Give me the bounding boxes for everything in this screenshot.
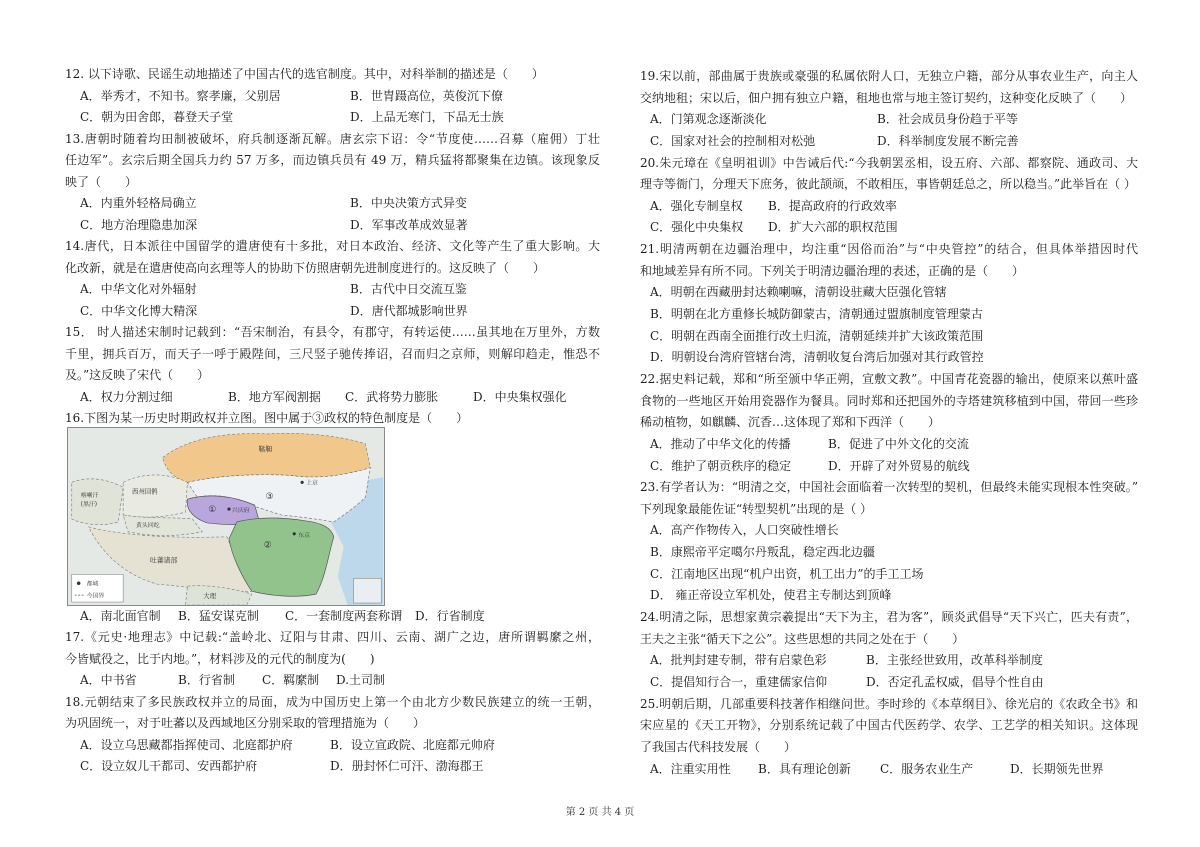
option-row [640,564,1138,586]
legend-border: 今国界 [86,592,105,600]
label-xingqingfu: 兴庆府 [231,506,250,514]
option-a: A．中书省 [80,673,137,687]
option-a: A．内重外轻格局确立 [80,196,197,210]
option-row [640,326,1138,348]
option-d: D．上品无寒门，下品无士族 [350,110,504,124]
option-b: B．猛安谋克制 [178,608,259,623]
kalahan-region [72,478,123,524]
option-a: A．举秀才，不知书。察孝廉，父别居 [80,88,281,103]
question-12 [65,64,600,129]
option-row [640,759,1138,781]
option-d: D．扩大六部的职权范围 [768,220,898,235]
question-stem: 和地域差异有所不同。下列关于明清边疆治理的表述，正确的是（ ） [640,263,1025,278]
question-stem: 任边军”。玄宗后期全国兵力约 57 万多，而边镇兵员有 49 万，精兵猛将都聚集在边镇。该现象反 [65,153,600,167]
question-stem: 了我国古代科技发展（ ） [640,739,797,754]
option-d: D．科举制度发展不断完善 [877,133,1019,148]
marker-1: ① [208,504,217,515]
option-d: D．长期领先世界 [1010,761,1104,776]
option-b: B．明朝在北方重修长城防御蒙古，清朝通过盟旗制度管理蒙古 [650,307,983,322]
option-c: C．提倡知行合一，重建儒家信仰 [650,674,828,689]
option-row [65,606,600,628]
question-19 [640,66,1138,153]
option-c: C．维护了朝贡秩序的稳定 [650,458,792,473]
option-b: B．世胄蹑高位，英俊沉下僚 [350,88,503,103]
option-b: B．提高政府的行政效率 [768,198,897,213]
option-c: C．设立奴儿干都司、安西都护府 [80,759,258,773]
option-b: B．促进了中外文化的交流 [828,436,969,451]
option-b: B．设立宣政院、北庭都元帅府 [330,737,495,752]
label-shangjing: 上京 [306,478,318,486]
question-22 [640,369,1138,477]
option-d: D．册封怀仁可汗、渤海郡王 [330,759,484,773]
question-stem: 21.明清两朝在边疆治理中，均注重“因俗而治”与“中央管控”的结合，但具体举措因时代 [640,242,1138,257]
question-15 [65,322,600,408]
option-c: C．中华文化博大精深 [80,303,198,318]
question-23 [640,477,1138,607]
question-stem: 宋应星的《天工开物》，分别系统记载了中国古代医药学、农学、工艺学的相关知识。这体现 [640,718,1138,733]
marker-2: ② [263,540,272,551]
question-stem: 16.下图为某一历史时期政权并立图。图中属于③政权的特色制度是（ ） [65,411,469,425]
question-stem: 交纳地租；宋以后，佃户拥有独立户籍，租地也常与地主签订契约，这种变化反映了（ ） [640,90,1133,105]
option-row [640,434,1138,456]
option-d: D.土司制 [336,673,386,687]
question-stem: 食物的一些地区开始用瓷器作为餐具。同时郑和还把国外的寺塔建筑移植到中国，带回一些珍 [640,393,1138,408]
question-stem: 25.明朝后期，几部重要科技著作相继问世。李时珍的《本草纲目》、徐光启的《农政全书》和 [640,696,1138,711]
question-stem: 为巩固统一，对于吐蕃以及西域地区分别采取的管理措施为（ ） [65,716,426,730]
question-stem: 理寺等衙门，分理天下庶务，彼此颉颃，不敢相压，事皆朝廷总之，所以稳当。”此举旨在（ ） [640,177,1136,192]
label-dali: 大理 [203,591,217,600]
option-a: A．高产作物传入，人口突破性增长 [650,523,839,538]
option-d: D．行省制度 [415,608,485,623]
option-c: C．国家对社会的控制相对松弛 [650,133,816,148]
question-20 [640,153,1138,240]
label-xizhou-huihu: 西州回鹘 [132,486,158,495]
question-16 [65,408,600,627]
option-a: A．强化专制皇权 [650,198,743,213]
question-stem: 23.有学者认为：“明清之交，中国社会面临着一次转型的契机，但最终未能实现根本性突破。” [640,480,1138,495]
question-25 [640,694,1138,781]
question-stem: 千里，拥兵百万，而天子一呼于殿陛间，三尺竖子驰传捧诏，召而归之京师，则解印趋走，惟恐不 [65,346,600,361]
option-row [640,131,1138,153]
option-c: C．明朝在西南全面推行改土归流，清朝延续并扩大该政策范围 [650,328,984,343]
option-a: A．推动了中华文化的传播 [650,436,791,451]
option-row [640,109,1138,131]
option-row [640,520,1138,542]
question-stem: 下列现象最能佐证“转型契机”出现的是（ ） [640,501,873,516]
option-c: C．江南地区出现“机户出资，机工出力”的手工工场 [650,566,924,581]
label-heihan: (黑汗) [80,500,98,508]
question-13 [65,129,600,237]
option-row [65,107,600,129]
question-stem: 王夫之主张“循天下之公”。这些思想的共同之处在于（ ） [640,631,965,646]
question-stem: 12. 以下诗歌、民谣生动地描述了中国古代的选官制度。其中，对科举制的描述是（ ） [65,67,544,81]
option-a: A．权力分割过细 [80,389,173,404]
option-a: A．南北面官制 [80,608,161,623]
option-a: A．明朝在西藏册封达赖喇嘛，清朝设驻藏大臣强化管辖 [650,285,947,300]
map-inset [354,578,382,603]
label-dongjing: 东京 [298,531,311,539]
right-column [640,66,1138,780]
option-row [640,347,1138,369]
question-24 [640,607,1138,694]
option-row [640,542,1138,564]
option-d: D．明朝设台湾府管辖台湾，清朝收复台湾后加强对其行政管控 [650,350,984,365]
option-b: B．行省制 [178,673,235,687]
page-number: 第 2 页 共 4 页 [565,807,635,818]
option-d: D．否定孔孟权威，倡导个性自由 [866,674,1044,689]
option-row [65,193,600,215]
question-stem: 17.《元史·地理志》中记载:“盖岭北、辽阳与甘肃、四川、云南、湖广之边，唐所谓羁縻之州， [65,630,600,644]
option-row [640,304,1138,326]
option-d: D．中央集权强化 [473,389,567,404]
question-stem: 及。”这反映了宋代（ ） [65,368,210,382]
question-stem: 13.唐朝时随着均田制被破坏，府兵制逐渐瓦解。唐玄宗下诏：令“节度使……召募（雇佣）丁壮 [65,131,600,146]
question-stem: 19.宋以前，部曲属于贵族或豪强的私属依附人口，无独立户籍，部分从事农业生产，向主人 [640,69,1138,83]
option-row [65,387,600,409]
option-c: C．朝为田舍郎，暮登天子堂 [80,110,234,124]
option-row [65,756,600,778]
option-b: B．康熙帝平定噶尔丹叛乱，稳定西北边疆 [650,545,875,560]
question-stem: 14.唐代，日本派往中国留学的遣唐使有十多批，对日本政治、经济、文化等产生了重大影响。大 [65,239,600,253]
question-stem: 稀动植物，如麒麟、沉香…这体现了郑和下西洋（ ） [640,415,941,430]
label-huangtou-huihe: 黄头回纥 [136,521,160,529]
label-tubo: 吐蕃诸部 [149,555,178,564]
option-row [65,279,600,301]
option-d: D．开辟了对外贸易的航线 [828,458,970,473]
option-a: A．批判封建专制，带有启蒙色彩 [650,653,827,668]
label-dadan: 鞑靼 [258,445,273,454]
option-row [640,196,1138,218]
option-row [640,217,1138,239]
option-c: C．服务农业生产 [880,761,974,776]
question-stem: 24.明清之际，思想家黄宗羲提出“天下为主，君为客”，顾炎武倡导“天下兴亡，匹夫有责”， [640,610,1138,625]
option-row [640,456,1138,478]
option-b: B．社会成员身份趋于平等 [877,112,1018,127]
question-stem: 今皆赋役之，比于内地。”，材料涉及的元代的制度为( ) [65,651,375,666]
question-14 [65,236,600,322]
shangjing-capital-icon [301,480,304,483]
option-b: B．地方军阀割据 [228,389,321,404]
option-b: B．具有理论创新 [758,761,851,776]
option-c: C．一套制度两套称谓 [285,608,403,623]
option-row [640,585,1138,607]
marker-3: ③ [265,491,274,502]
option-d: D． 雍正帝设立军机处，使君主专制达到顶峰 [650,588,892,603]
option-c: C．羁縻制 [262,673,320,687]
xingqingfu-capital-icon [227,507,230,510]
question-stem: 18.元朝结束了多民族政权并立的局面，成为中国历史上第一个由北方少数民族建立的统一王朝， [65,694,600,709]
map-svg [68,428,384,605]
historical-map [67,427,385,606]
option-a: A．设立乌思藏都指挥使司、北庭都护府 [80,737,293,752]
option-d: D．军事改革成效显著 [350,217,468,232]
question-stem: 20.朱元璋在《皇明祖训》中告诫后代:“今我朝罢丞相，设五府、六部、都察院、通政司、大 [640,155,1138,170]
option-c: C．强化中央集权 [650,220,744,235]
option-b: B．古代中日交流互鉴 [350,282,467,296]
option-row [65,670,600,692]
label-kalahan: 喀喇汗 [80,491,99,499]
left-column [65,64,600,778]
option-c: C．地方治理隐患加深 [80,217,198,232]
option-a: A．注重实用性 [650,761,731,776]
question-17 [65,627,600,692]
legend-capital: 都城 [86,580,99,588]
option-row [640,672,1138,694]
question-stem: 映了（ ） [65,174,138,189]
xizhou-huihu-region [123,474,187,516]
option-row [65,301,600,323]
option-c: C．武将势力膨胀 [345,389,439,404]
option-row [65,735,600,757]
option-row [640,282,1138,304]
option-b: B．主张经世致用，改革科举制度 [866,653,1043,668]
option-a: A．中华文化对外辐射 [80,282,197,296]
question-stem: 22.据史料记载，郑和“所至颁中华正朔，宣敷文教”。中国青花瓷器的输出，使原来以蕉叶盛 [640,371,1138,386]
question-stem: 15． 时人描述宋制时记载到：“吾宋制治，有县令，有郡守，有转运使……虽其地在万里外，方数 [65,325,600,339]
dongjing-capital-icon [293,532,296,535]
option-d: D．唐代都城影响世界 [350,303,468,318]
question-18 [65,692,600,778]
question-21 [640,239,1138,369]
option-row [640,650,1138,672]
option-b: B．中央决策方式异变 [350,196,467,210]
option-row [65,86,600,108]
option-a: A．门第观念逐渐淡化 [650,112,767,127]
legend-capital-icon [77,581,81,585]
option-row [65,215,600,237]
question-stem: 化改新，就是在遣唐使高向玄理等人的协助下仿照唐朝先进制度进行的。这反映了（ ） [65,260,546,275]
